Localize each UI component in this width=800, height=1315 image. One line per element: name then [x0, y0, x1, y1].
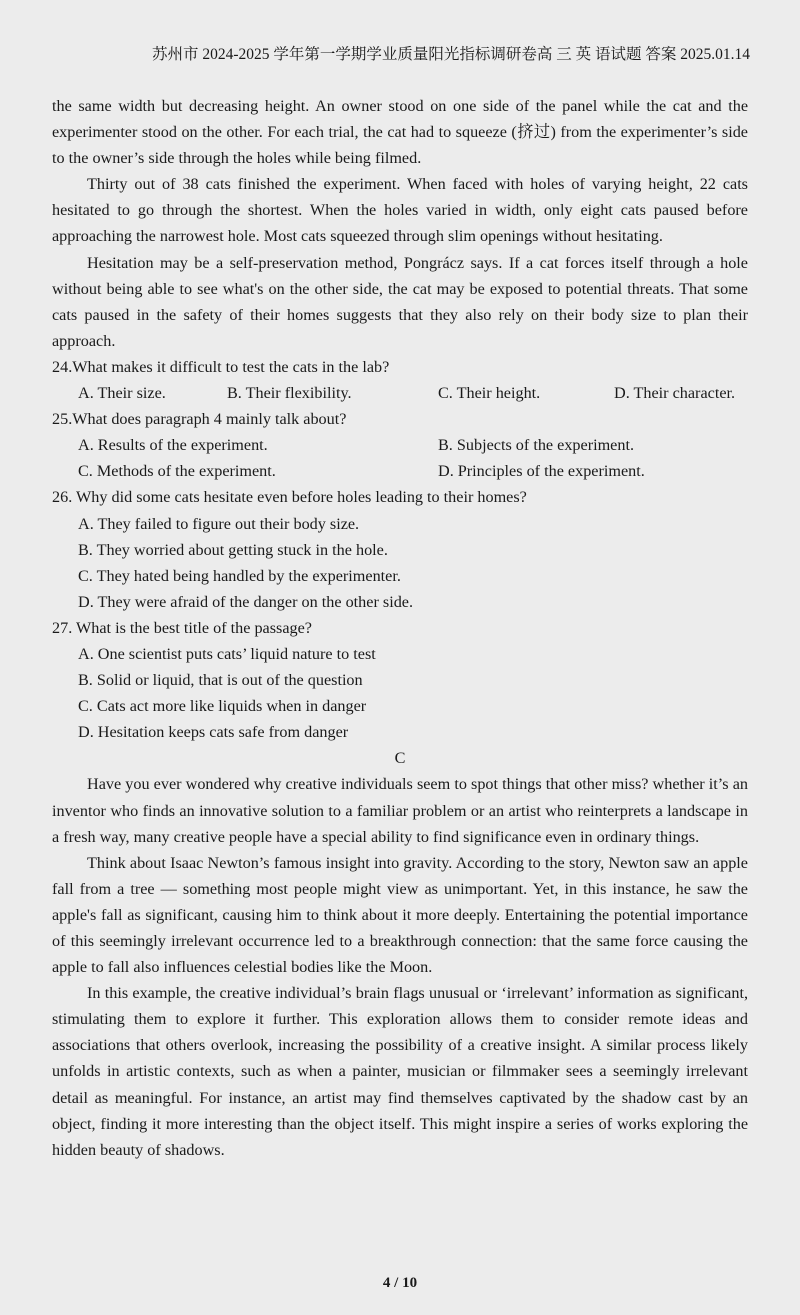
section-heading-c: C — [394, 749, 406, 768]
passage-b-paragraph: Thirty out of 38 cats finished the experiment. When faced with holes of varying height, 22 cats hesitated to go through the shortest. When the holes varied in width, only eight cats paused before approaching the narrowest hole. Most cats squeezed through slim openings without hesitating. — [52, 175, 748, 246]
passage-c-paragraph: Think about Isaac Newton’s famous insight into gravity. According to the story, Newton saw an apple fall from a tree — something most people might view as unimportant. Yet, in this instance, he saw the apple's fall as significant, causing him to think about it more deeply. Entertaining the potential importance of this seemingly irrelevant occurrence led to a breakthrough connection: that the same force causing the apple to fall also influences celestial bodies like the Moon. — [52, 853, 748, 977]
option-b: B. Solid or liquid, that is out of the question — [78, 671, 363, 690]
options-row — [52, 458, 748, 484]
option-a: A. Results of the experiment. — [78, 436, 268, 455]
question-27 — [52, 615, 748, 745]
page-number: 4 / 10 — [382, 1275, 418, 1291]
question-24 — [52, 354, 748, 406]
option-c: C. Their height. — [438, 384, 541, 403]
option-a: A. Their size. — [78, 384, 166, 403]
passage-b-paragraph-continued: the same width but decreasing height. An owner stood on one side of the panel while the cat and the experimenter stood on the other. For each trial, the cat had to squeeze (挤过) from the experimenter’s side to the owner’s side through the holes while being filmed. — [52, 97, 748, 168]
question-stem: 24.What makes it difficult to test the cats in the lab? — [52, 357, 390, 376]
option-a: A. One scientist puts cats’ liquid nature to test — [78, 644, 376, 663]
document-body — [52, 93, 748, 1163]
question-26 — [52, 484, 748, 614]
options-row — [52, 432, 748, 458]
options-row — [52, 380, 748, 406]
option-a: A. They failed to figure out their body size. — [78, 514, 360, 533]
option-d: D. Principles of the experiment. — [438, 462, 645, 481]
option-c: C. They hated being handled by the experimenter. — [78, 566, 401, 585]
passage-c-paragraph: In this example, the creative individual’s brain flags unusual or ‘irrelevant’ information as significant, stimulating them to explore it further. This exploration allows them to consider remote ideas and associations that others overlook, increasing the possibility of a creative insight. A similar process likely unfolds in artistic contexts, such as when a painter, musician or filmmaker sees a seemingly irrelevant detail as meaningful. For instance, an artist may find themselves captivated by the shadow cast by an object, finding it more interesting than the object itself. This might inspire a series of works exploring the hidden beauty of shadows. — [52, 984, 748, 1159]
question-stem: 26. Why did some cats hesitate even before holes leading to their homes? — [52, 488, 527, 507]
passage-b-paragraph: Hesitation may be a self-preservation method, Pongrácz says. If a cat forces itself through a hole without being able to see what's on the other side, the cat may be exposed to potential threats. That some cats paused in the safety of their homes suggests that they also rely on their body size to plan their approach. — [52, 253, 748, 350]
option-d: D. They were afraid of the danger on the other side. — [78, 592, 414, 611]
option-c: C. Methods of the experiment. — [78, 462, 276, 481]
question-stem: 25.What does paragraph 4 mainly talk about? — [52, 410, 347, 429]
option-c: C. Cats act more like liquids when in danger — [78, 697, 367, 716]
option-d: D. Hesitation keeps cats safe from danger — [78, 723, 349, 742]
question-25 — [52, 406, 748, 484]
option-d: D. Their character. — [614, 384, 736, 403]
option-b: B. They worried about getting stuck in the hole. — [78, 540, 388, 559]
page-header: 苏州市 2024-2025 学年第一学期学业质量阳光指标调研卷高 三 英 语试题 答案 2025.01.14 — [152, 46, 751, 63]
passage-c-paragraph: Have you ever wondered why creative individuals seem to spot things that other miss? whether it’s an inventor who finds an innovative solution to a familiar problem or an artist who reinterprets a landscape in a fresh way, many creative people have a special ability to find significance even in ordinary things. — [52, 775, 748, 846]
question-stem: 27. What is the best title of the passage? — [52, 618, 312, 637]
option-b: B. Their flexibility. — [227, 384, 352, 403]
option-b: B. Subjects of the experiment. — [438, 436, 635, 455]
